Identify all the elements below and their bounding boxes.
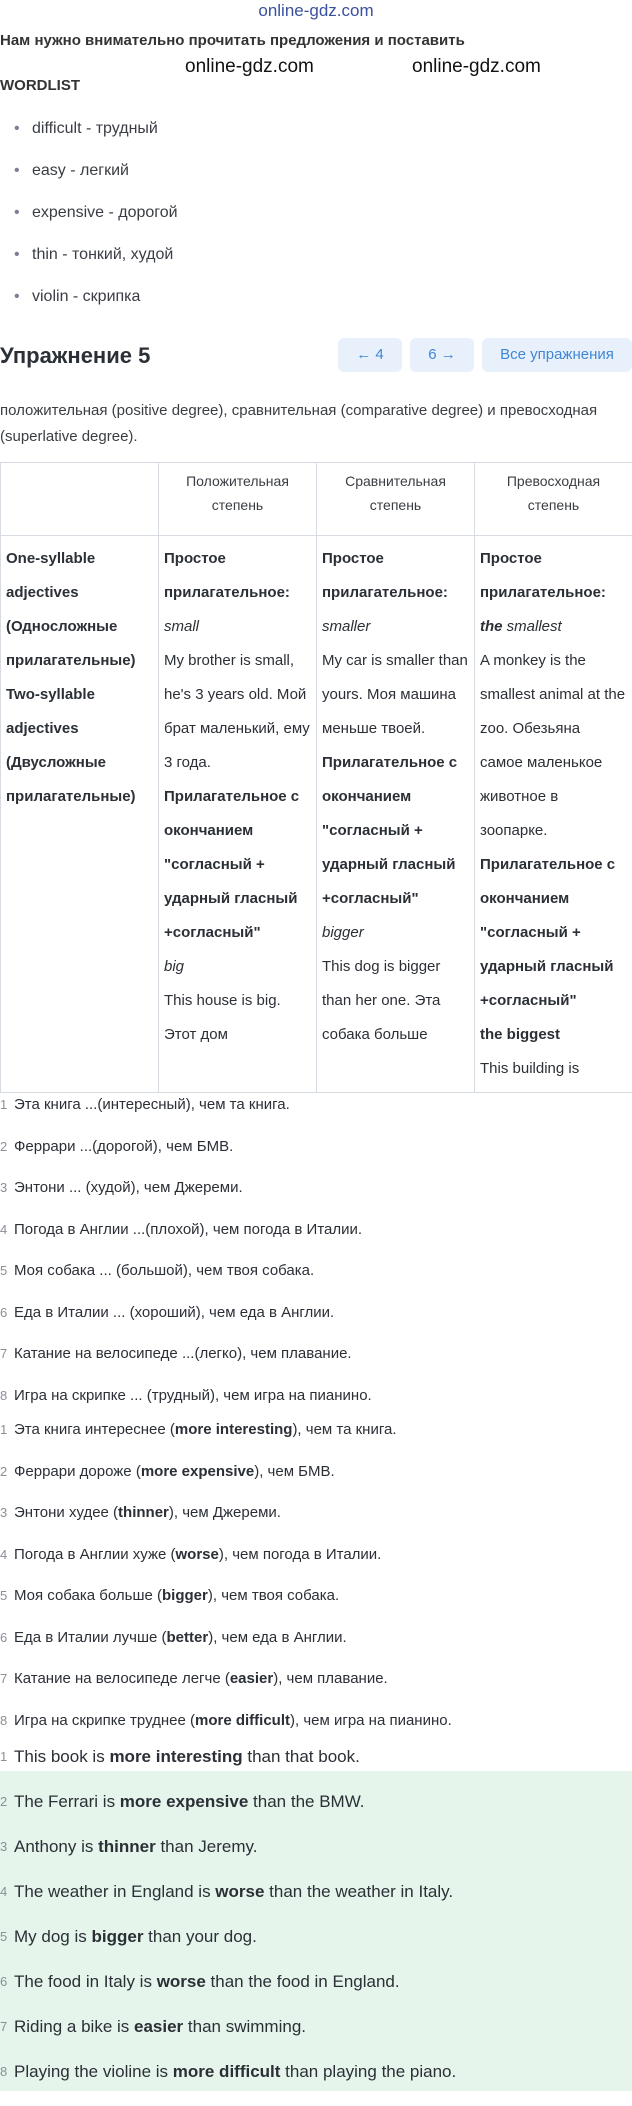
- item-text: Катание на велосипеде легче (: [14, 1670, 230, 1687]
- list-item: [0, 1419, 632, 1461]
- next-exercise-button[interactable]: 6 →: [410, 338, 474, 372]
- item-number: 5: [0, 1260, 7, 1282]
- row-label: One-syllable adjectives (Односложные прилагательные): [6, 542, 153, 678]
- item-text: Эта книга интереснее (: [14, 1421, 175, 1438]
- item-answer: easier: [230, 1670, 273, 1687]
- item-answer: more difficult: [173, 2062, 281, 2081]
- item-number: 5: [0, 1585, 7, 1607]
- list-item: [0, 1094, 632, 1136]
- item-text: Феррари дороже (: [14, 1463, 141, 1480]
- ru-answer-list: [0, 1419, 632, 1751]
- item-number: 2: [0, 1791, 7, 1813]
- list-item: [0, 1881, 632, 1926]
- item-text: Еда в Италии лучше (: [14, 1629, 167, 1646]
- item-number: 8: [0, 2061, 7, 2083]
- positive-cell: [159, 536, 317, 1093]
- item-text: than the food in England.: [206, 1972, 400, 1991]
- item-number: 2: [0, 1136, 7, 1158]
- list-item: [0, 1502, 632, 1544]
- item-text: Игра на скрипке труднее (: [14, 1712, 195, 1729]
- item-answer: thinner: [118, 1504, 169, 1521]
- item-number: 8: [0, 1385, 7, 1407]
- cell-subheading: Простое прилагательное:: [480, 542, 627, 610]
- item-text: ), чем плавание.: [273, 1670, 388, 1687]
- item-number: 4: [0, 1544, 7, 1566]
- list-item: [0, 1668, 632, 1710]
- grammar-table-wrap: [0, 462, 632, 1094]
- item-text: Еда в Италии ... (хороший), чем еда в Англии.: [14, 1304, 334, 1321]
- cell-word-article: the: [480, 618, 503, 635]
- item-answer: bigger: [91, 1927, 143, 1946]
- list-item: [0, 1585, 632, 1627]
- item-answer: worse: [215, 1882, 264, 1901]
- list-item: [0, 1836, 632, 1881]
- item-text: Моя собака ... (большой), чем твоя собака.: [14, 1262, 314, 1279]
- item-answer: thinner: [98, 1837, 156, 1856]
- list-item: [0, 1926, 632, 1971]
- grammar-table: [0, 462, 632, 1093]
- item-text: than Jeremy.: [156, 1837, 258, 1856]
- list-item: [0, 2016, 632, 2061]
- cell-word: the biggest: [480, 1018, 627, 1052]
- cell-subheading: Простое прилагательное:: [164, 542, 311, 610]
- exercise-title: Упражнение 5: [0, 338, 150, 374]
- intro-text: Нам нужно внимательно прочитать предложения и поставить: [0, 32, 465, 49]
- item-number: 7: [0, 2016, 7, 2038]
- prev-exercise-button[interactable]: ← 4: [338, 338, 402, 372]
- table-header-cell: Сравнительная степень: [317, 463, 475, 536]
- item-text: The food in Italy is: [14, 1972, 157, 1991]
- item-text: than playing the piano.: [280, 2062, 456, 2081]
- en-answer-list: [0, 1746, 632, 2106]
- item-number: 1: [0, 1419, 7, 1441]
- item-text: Катание на велосипеде ...(легко), чем плавание.: [14, 1345, 352, 1362]
- item-text: Моя собака больше (: [14, 1587, 162, 1604]
- item-text: This book is: [14, 1747, 109, 1766]
- all-exercises-button[interactable]: Все упражнения: [482, 338, 632, 372]
- wordlist-item: • difficult - трудный: [14, 118, 178, 160]
- wordlist-item: • thin - тонкий, худой: [14, 244, 178, 286]
- table-row: [1, 536, 632, 1093]
- item-answer: more expensive: [141, 1463, 254, 1480]
- item-number: 2: [0, 1461, 7, 1483]
- item-text: Энтони ... (худой), чем Джереми.: [14, 1179, 243, 1196]
- item-number: 4: [0, 1219, 7, 1241]
- watermark: online-gdz.com: [412, 56, 541, 78]
- item-text: Погода в Англии ...(плохой), чем погода в Италии.: [14, 1221, 362, 1238]
- comparative-cell: [317, 536, 475, 1093]
- item-text: Anthony is: [14, 1837, 98, 1856]
- item-text: Эта книга ...(интересный), чем та книга.: [14, 1096, 290, 1113]
- cell-subheading: Прилагательное с окончанием "согласный + ударный гласный +согласный": [480, 848, 627, 1018]
- item-text: ), чем Джереми.: [169, 1504, 281, 1521]
- item-text: The weather in England is: [14, 1882, 215, 1901]
- item-number: 4: [0, 1881, 7, 1903]
- task-list: [0, 1094, 632, 1426]
- item-answer: easier: [134, 2017, 183, 2036]
- item-text: Феррари ...(дорогой), чем БМВ.: [14, 1138, 233, 1155]
- list-item: [0, 1302, 632, 1344]
- cell-example: My brother is small, he's 3 years old. Мой брат маленький, ему 3 года.: [164, 644, 311, 780]
- item-number: 5: [0, 1926, 7, 1948]
- item-text: ), чем еда в Англии.: [208, 1629, 347, 1646]
- item-text: Энтони худее (: [14, 1504, 118, 1521]
- item-text: Погода в Англии хуже (: [14, 1546, 176, 1563]
- row-label: Two-syllable adjectives (Двусложные прилагательные): [6, 678, 153, 814]
- list-item: [0, 1746, 632, 1791]
- item-answer: worse: [176, 1546, 219, 1563]
- item-text: Playing the violine is: [14, 2062, 173, 2081]
- cell-word: smaller: [322, 610, 469, 644]
- wordlist-item: • easy - легкий: [14, 160, 178, 202]
- cell-subheading: Прилагательное с окончанием "согласный + ударный гласный +согласный": [322, 746, 469, 916]
- item-answer: more expensive: [120, 1792, 249, 1811]
- list-item: [0, 1544, 632, 1586]
- cell-word: big: [164, 950, 311, 984]
- wordlist-title: WORDLIST: [0, 77, 80, 94]
- item-text: ), чем погода в Италии.: [219, 1546, 382, 1563]
- exercise-intro: положительная (positive degree), сравнительная (comparative degree) и превосходная (superlative degree).: [0, 398, 632, 450]
- top-watermark: online-gdz.com: [0, 0, 632, 22]
- item-text: ), чем твоя собака.: [208, 1587, 339, 1604]
- item-text: ), чем БМВ.: [254, 1463, 334, 1480]
- item-number: 3: [0, 1836, 7, 1858]
- cell-example: This dog is bigger than her one. Эта собака больше: [322, 950, 469, 1052]
- item-number: 1: [0, 1094, 7, 1116]
- item-answer: more interesting: [109, 1747, 242, 1766]
- cell-example: This building is: [480, 1052, 627, 1086]
- item-text: than the weather in Italy.: [264, 1882, 453, 1901]
- item-number: 6: [0, 1971, 7, 1993]
- item-number: 6: [0, 1302, 7, 1324]
- cell-subheading: Простое прилагательное:: [322, 542, 469, 610]
- cell-example: This house is big. Этот дом: [164, 984, 311, 1052]
- cell-word: [480, 610, 627, 644]
- item-answer: bigger: [162, 1587, 208, 1604]
- cell-word: bigger: [322, 916, 469, 950]
- wordlist: [14, 118, 178, 328]
- item-number: 7: [0, 1668, 7, 1690]
- item-text: than the BMW.: [248, 1792, 364, 1811]
- item-text: Riding a bike is: [14, 2017, 134, 2036]
- list-item: [0, 1136, 632, 1178]
- table-header-cell: Положительная степень: [159, 463, 317, 536]
- item-number: 7: [0, 1343, 7, 1365]
- list-item: [0, 1260, 632, 1302]
- watermark: online-gdz.com: [185, 56, 314, 78]
- exercise-header: [0, 338, 632, 374]
- item-number: 1: [0, 1746, 7, 1768]
- table-header-cell: [1, 463, 159, 536]
- item-answer: better: [167, 1629, 209, 1646]
- table-header-row: [1, 463, 632, 536]
- item-text: My dog is: [14, 1927, 91, 1946]
- item-answer: more difficult: [195, 1712, 290, 1729]
- item-answer: more interesting: [175, 1421, 293, 1438]
- cell-word: small: [164, 610, 311, 644]
- wordlist-item: • violin - скрипка: [14, 286, 178, 328]
- cell-example: My car is smaller than yours. Моя машина меньше твоей.: [322, 644, 469, 746]
- item-number: 3: [0, 1502, 7, 1524]
- item-text: The Ferrari is: [14, 1792, 120, 1811]
- list-item: [0, 1971, 632, 2016]
- cell-subheading: Прилагательное с окончанием "согласный + ударный гласный +согласный": [164, 780, 311, 950]
- row-labels-cell: [1, 536, 159, 1093]
- list-item: [0, 1791, 632, 1836]
- table-header-cell: Превосходная степень: [475, 463, 632, 536]
- item-text: than your dog.: [143, 1927, 256, 1946]
- item-text: than swimming.: [183, 2017, 306, 2036]
- superlative-cell: [475, 536, 632, 1093]
- item-text: ), чем игра на пианино.: [290, 1712, 452, 1729]
- item-answer: worse: [157, 1972, 206, 1991]
- cell-word-main: smallest: [507, 618, 562, 635]
- list-item: [0, 2061, 632, 2106]
- list-item: [0, 1710, 632, 1752]
- list-item: [0, 1219, 632, 1261]
- item-text: than that book.: [243, 1747, 360, 1766]
- list-item: [0, 1461, 632, 1503]
- wordlist-item: • expensive - дорогой: [14, 202, 178, 244]
- item-text: ), чем та книга.: [292, 1421, 396, 1438]
- list-item: [0, 1343, 632, 1385]
- item-number: 6: [0, 1627, 7, 1649]
- list-item: [0, 1177, 632, 1219]
- list-item: [0, 1627, 632, 1669]
- item-text: Игра на скрипке ... (трудный), чем игра на пианино.: [14, 1387, 372, 1404]
- item-number: 3: [0, 1177, 7, 1199]
- item-number: 8: [0, 1710, 7, 1732]
- cell-example: A monkey is the smallest animal at the zoo. Обезьяна самое маленькое животное в зоопарке.: [480, 644, 627, 848]
